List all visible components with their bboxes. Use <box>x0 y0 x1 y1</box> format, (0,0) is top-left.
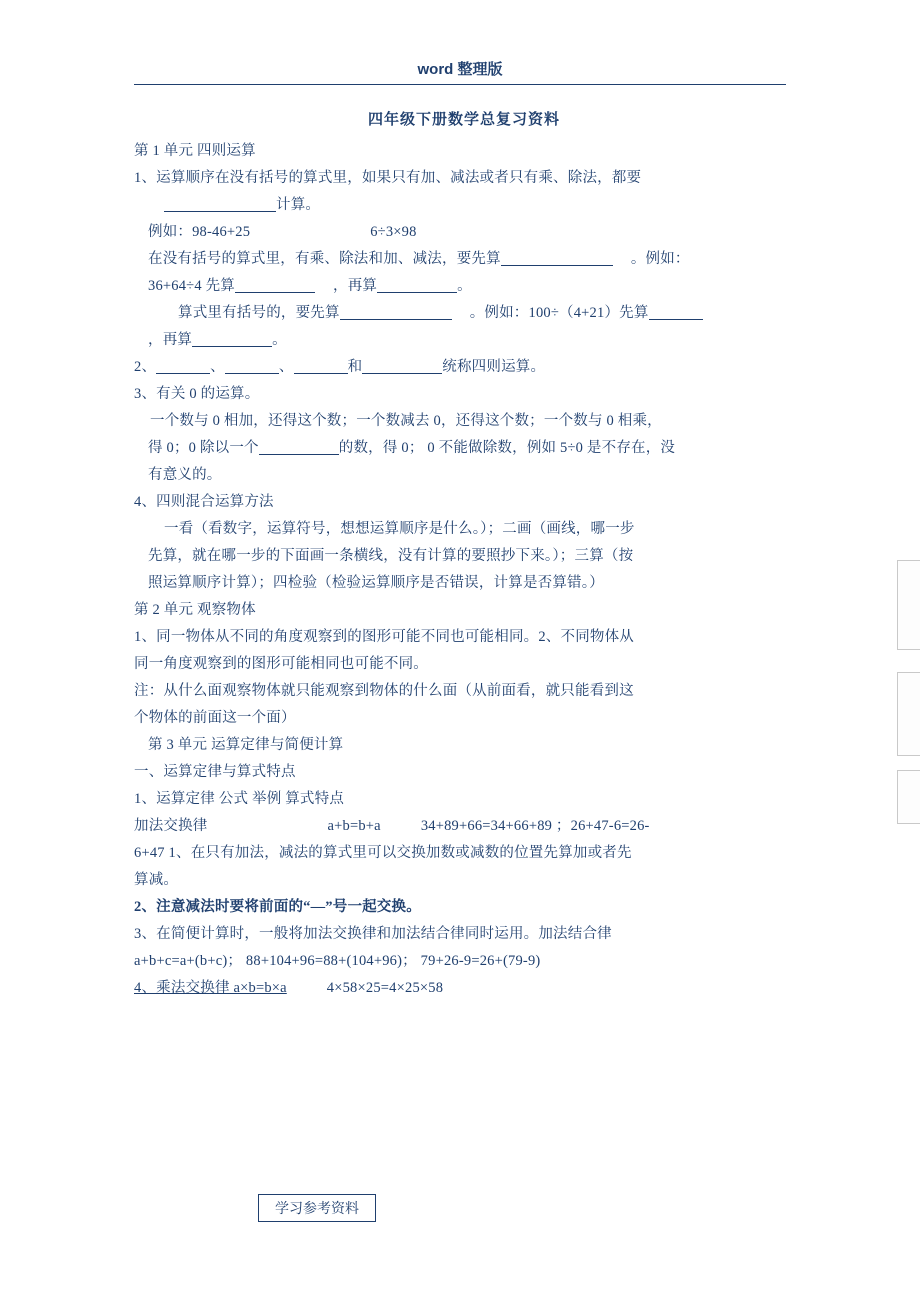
fill-blank <box>501 265 613 266</box>
fill-blank <box>164 211 276 212</box>
section-heading-unit1: 第 1 单元 四则运算 <box>134 143 256 159</box>
page-header-watermark: word 整理版 <box>417 61 503 78</box>
paragraph-3-1: 一、运算定律与算式特点 <box>134 764 296 780</box>
paragraph-3-4: 6+47 1、在只有加法，减法的算式里可以交换加数或减数的位置先算加或者先 <box>134 845 632 861</box>
document-title: 四年级下册数学总复习资料 <box>367 112 560 128</box>
paragraph-1-5: ，再算 。 <box>148 332 287 348</box>
paragraph-1-2: 在没有括号的算式里，有乘、除法和加、减法，要先算 。例如： <box>148 251 690 267</box>
fill-blank <box>362 373 442 374</box>
paragraph-1-9: 得 0；0 除以一个 的数，得 0； 0 不能做除数，例如 5÷0 是不存在，没 <box>148 440 676 456</box>
paragraph-3-5: 算减。 <box>134 872 179 888</box>
paragraph-3-6: 2、注意减法时要将前面的“—”号一起交换。 <box>134 899 421 915</box>
paragraph-1-14: 照运算顺序计算）；四检验（检验运算顺序是否错误，计算是否算错。） <box>148 575 604 591</box>
fill-blank <box>235 292 315 293</box>
fill-blank <box>225 373 279 374</box>
paragraph-1-11: 4、四则混合运算方法 <box>134 494 274 510</box>
page-footer-label: 学习参考资料 <box>258 1194 376 1222</box>
paragraph-1-6: 2、 、 、 和 统称四则运算。 <box>134 359 546 375</box>
fill-blank <box>156 373 210 374</box>
paragraph-2-2: 同一角度观察到的图形可能相同也可能不同。 <box>134 656 428 672</box>
paragraph-2-3: 注：从什么面观察物体就只能观察到物体的什么面（从前面看，就只能看到这 <box>134 683 634 699</box>
paragraph-3-7: 3、在简便计算时，一般将加法交换律和加法结合律同时运用。加法结合律 <box>134 926 612 942</box>
fill-blank <box>377 292 457 293</box>
fill-blank <box>192 346 272 347</box>
section-heading-unit2: 第 2 单元 观察物体 <box>134 602 256 618</box>
margin-comment-anchor-1 <box>897 560 920 650</box>
paragraph-1-13: 先算，就在哪一步的下面画一条横线，没有计算的要照抄下来。）；三算（按 <box>148 548 634 564</box>
fill-blank <box>340 319 452 320</box>
margin-comment-anchor-3 <box>897 770 920 824</box>
paragraph-2-1: 1、同一物体从不同的角度观察到的图形可能不同也可能相同。2、不同物体从 <box>134 629 634 645</box>
paragraph-1-10: 有意义的。 <box>148 467 222 483</box>
paragraph-1-7: 3、有关 0 的运算。 <box>134 386 260 402</box>
fill-blank <box>294 373 348 374</box>
paragraph-1-example: 例如：98-46+25 6÷3×98 <box>148 224 417 240</box>
paragraph-1-12: 一看（看数字，运算符号，想想运算顺序是什么。）；二画（画线，哪一步 <box>164 521 635 537</box>
paragraph-1-4: 算式里有括号的，要先算 。例如：100÷（4+21）先算 <box>134 301 794 326</box>
paragraph-3-3: 加法交换律 a+b=b+a 34+89+66=34+66+89 ；26+47-6=26- <box>134 818 650 834</box>
paragraph-1-1: 1、运算顺序在没有括号的算式里，如果只有加、减法或者只有乘、除法，都要 <box>134 170 642 186</box>
fill-blank <box>649 319 703 320</box>
section-heading-unit3: 第 3 单元 运算定律与简便计算 <box>148 737 344 753</box>
document-body <box>134 108 794 1003</box>
fill-blank <box>259 454 339 455</box>
paragraph-3-9: 4、乘法交换律 a×b=b×a 4×58×25=4×25×58 <box>134 980 444 996</box>
paragraph-3-2: 1、运算定律 公式 举例 算式特点 <box>134 791 345 807</box>
margin-comment-anchor-2 <box>897 672 920 756</box>
paragraph-2-4: 个物体的前面这一个面） <box>134 710 296 726</box>
paragraph-1-8: 一个数与 0 相加，还得这个数；一个数减去 0，还得这个数；一个数与 0 相乘， <box>150 413 662 429</box>
paragraph-3-8: a+b+c=a+(b+c)； 88+104+96=88+(104+96)； 79+26-9=26+(79-9) <box>134 953 541 969</box>
paragraph-1-1-cont: 计算。 <box>134 193 794 218</box>
paragraph-1-3: 36+64÷4 先算 ，再算 。 <box>148 278 472 294</box>
header-divider <box>134 84 786 85</box>
